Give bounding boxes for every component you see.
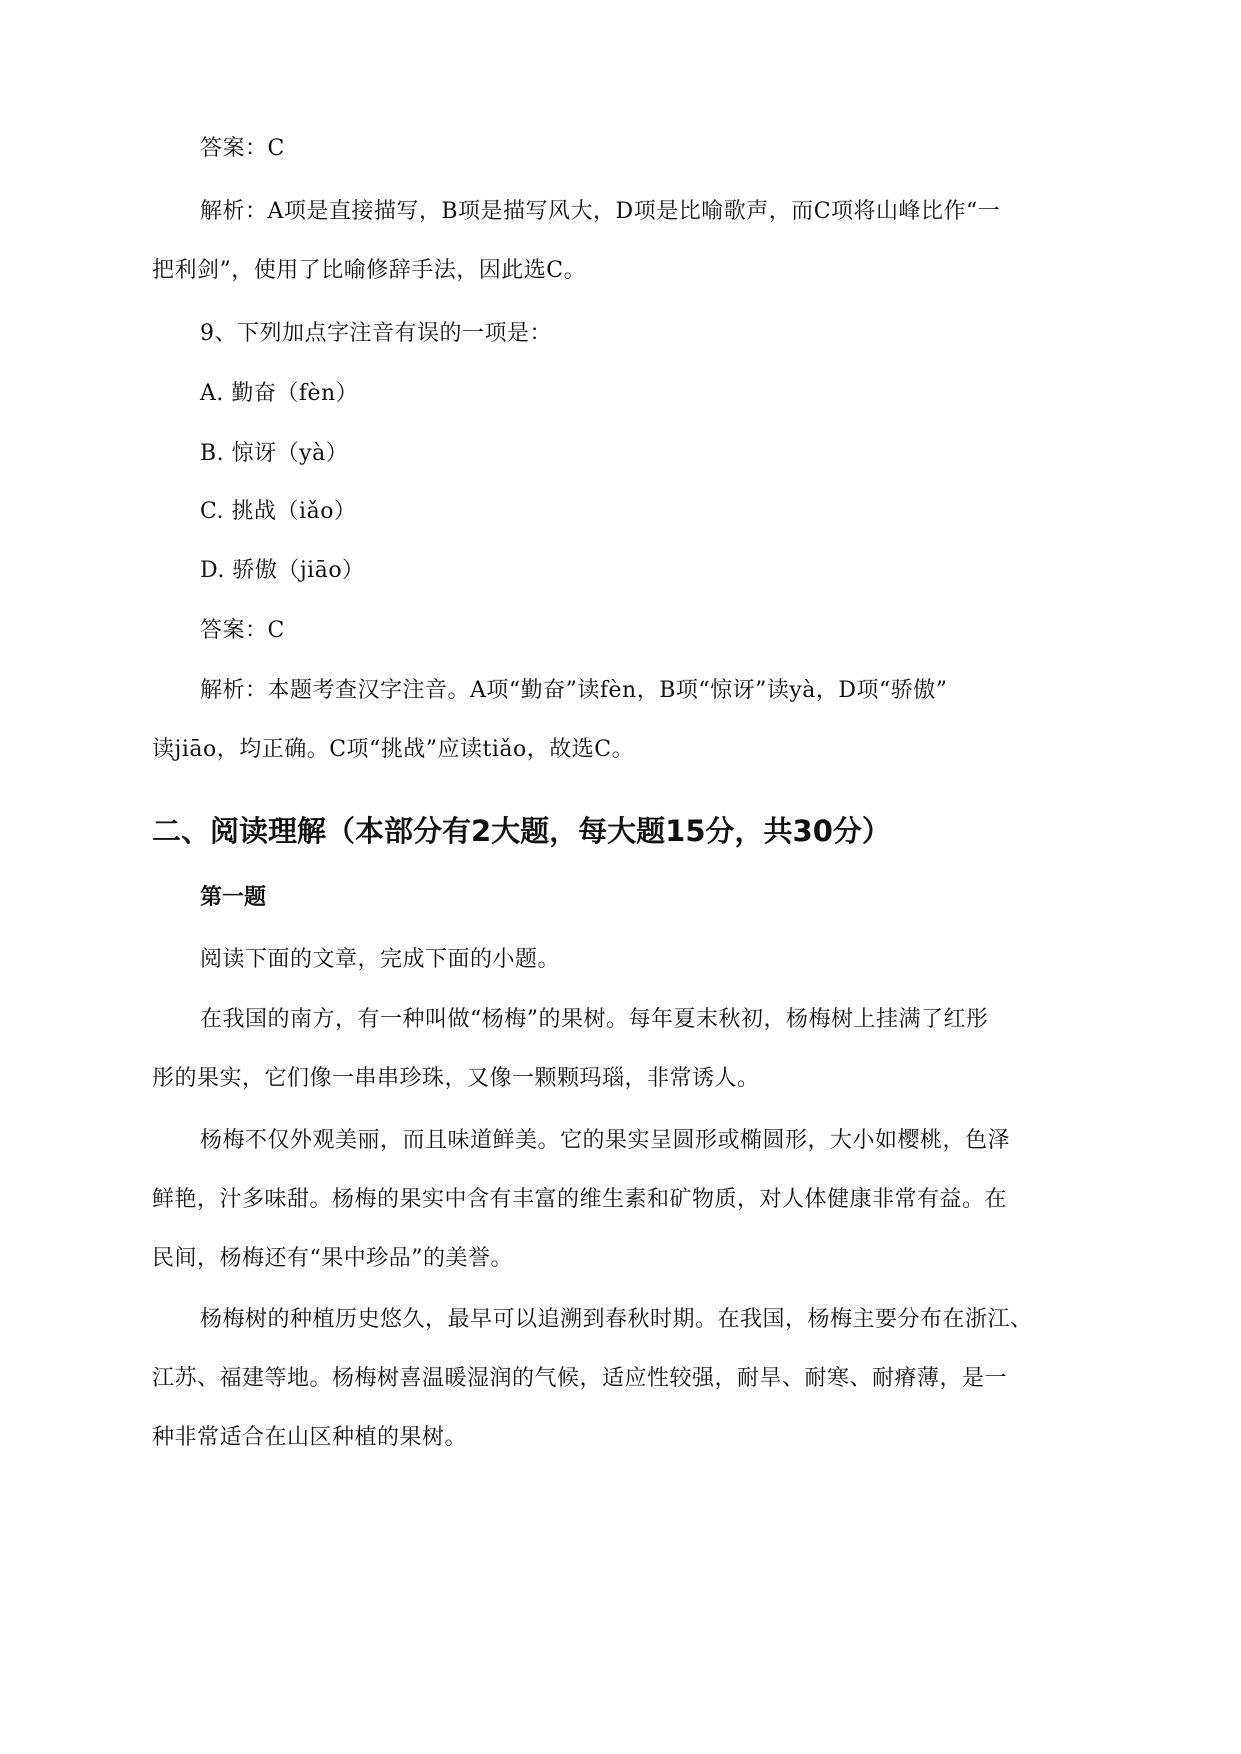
q9-analysis-line1: 解析：本题考查汉字注音。A项“勤奋”读fèn，B项“惊讶”读yà，D项“骄傲”	[200, 678, 948, 703]
q9-analysis-line2: 读jiāo，均正确。C项“挑战”应读tiǎo，故选C。	[152, 737, 635, 762]
section2-title: 二、阅读理解（本部分有2大题，每大题15分，共30分）	[152, 814, 891, 848]
paragraph3-line2: 江苏、福建等地。杨梅树喜温暖湿润的气候，适应性较强，耐旱、耐寒、耐瘠薄，是一	[152, 1366, 1008, 1391]
q9-answer: 答案：C	[200, 618, 285, 643]
paragraph2-line1: 杨梅不仅外观美丽，而且味道鲜美。它的果实呈圆形或椭圆形，大小如樱桃，色泽	[200, 1128, 1011, 1153]
q9-option-c: C. 挑战（iǎo）	[200, 499, 357, 524]
paragraph1-line1: 在我国的南方，有一种叫做“杨梅”的果树。每年夏末秋初，杨梅树上挂满了红彤	[200, 1007, 989, 1032]
q8-analysis-line1: 解析：A项是直接描写，B项是描写风大，D项是比喻歌声，而C项将山峰比作“一	[200, 199, 1001, 224]
paragraph1-line2: 彤的果实，它们像一串串珍珠，又像一颗颗玛瑙，非常诱人。	[152, 1066, 760, 1091]
q8-answer: 答案：C	[200, 136, 285, 161]
q9-question: 9、下列加点字注音有误的一项是：	[200, 321, 552, 346]
section2-subtitle: 第一题	[200, 885, 267, 910]
paragraph3-line3: 种非常适合在山区种植的果树。	[152, 1425, 468, 1450]
paragraph2-line2: 鲜艳，汁多味甜。杨梅的果实中含有丰富的维生素和矿物质，对人体健康非常有益。在	[152, 1187, 1008, 1212]
paragraph3-line1: 杨梅树的种植历史悠久，最早可以追溯到春秋时期。在我国，杨梅主要分布在浙江、	[200, 1307, 1033, 1332]
q9-option-a: A. 勤奋（fèn）	[200, 381, 359, 406]
q9-option-b: B. 惊讶（yà）	[200, 441, 349, 466]
section2-instruction: 阅读下面的文章，完成下面的小题。	[200, 947, 561, 972]
q9-option-d: D. 骄傲（jiāo）	[200, 558, 365, 583]
paragraph2-line3: 民间，杨梅还有“果中珍品”的美誉。	[152, 1246, 513, 1271]
q8-analysis-line2: 把利剑”，使用了比喻修辞手法，因此选C。	[152, 258, 587, 283]
